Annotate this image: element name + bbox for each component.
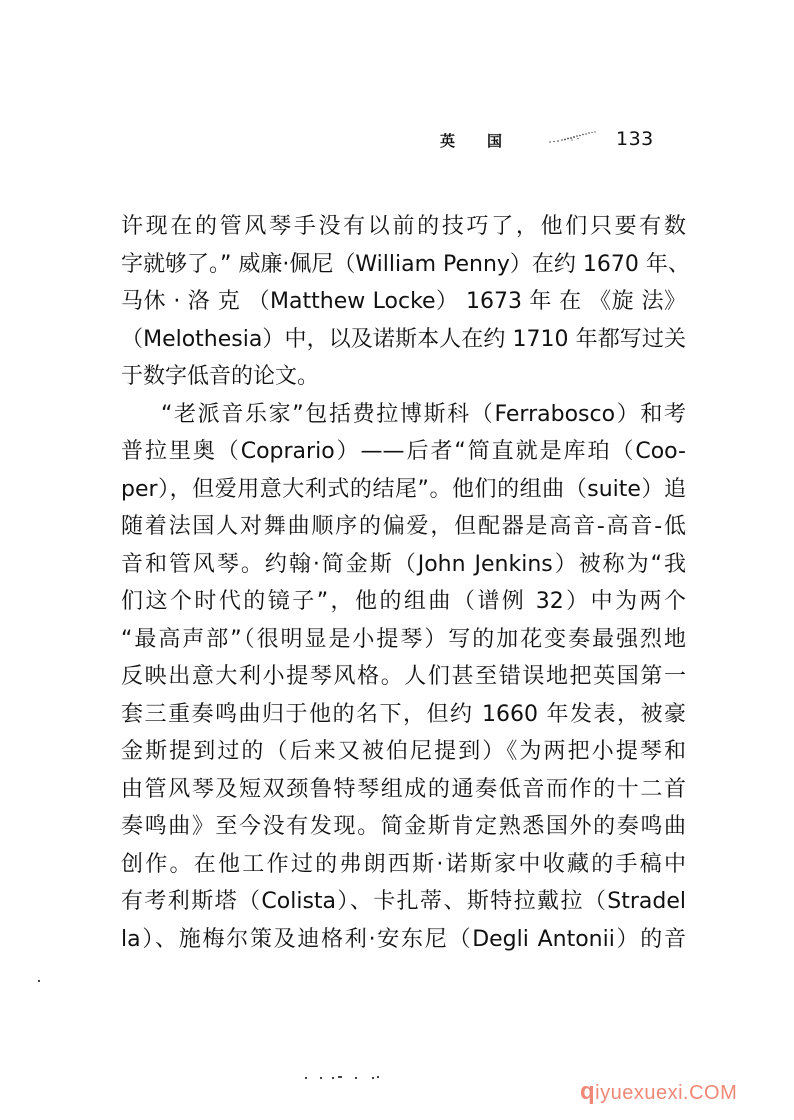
text-line: 套三重奏鸣曲归于他的名下，但约 1660 年发表，被豪 bbox=[121, 701, 686, 727]
text-line: （Melothesia）中，以及诺斯本人在约 1710 年都写过关 bbox=[121, 326, 686, 352]
text-line: “老派音乐家”包括费拉博斯科（Ferrabosco）和考 bbox=[161, 401, 686, 427]
text-line: 随着法国人对舞曲顺序的偏爱，但配器是高音-高音-低 bbox=[121, 514, 686, 539]
text-line: 字就够了。” 威廉·佩尼（William Penny）在约 1670 年、 bbox=[121, 251, 690, 277]
text-line: 由管风琴及短双颈鲁特琴组成的通奏低音而作的十二首 bbox=[121, 776, 686, 802]
scan-specks-footer bbox=[300, 1075, 440, 1081]
site-watermark bbox=[580, 1078, 737, 1106]
paragraph-2 bbox=[121, 396, 686, 959]
scan-speck bbox=[38, 980, 40, 982]
text-line: 音和管风琴。约翰·简金斯（John Jenkins）被称为“我 bbox=[121, 551, 686, 577]
running-head bbox=[440, 128, 680, 156]
text-line: 马休 · 洛 克 （Matthew Locke） 1673 年 在 《旋 法》 bbox=[121, 289, 686, 314]
running-head-title-char-1: 英 bbox=[440, 132, 456, 150]
text-line: 创作。在他工作过的弗朗西斯·诺斯家中收藏的手稿中 bbox=[121, 851, 686, 877]
text-line: 普拉里奥（Coprario）——后者“简直就是库珀（Coo- bbox=[121, 439, 686, 464]
text-line: la）、施梅尔策及迪格利·安东尼（Degli Antonii）的音 bbox=[121, 926, 686, 952]
ornament-flourish-icon bbox=[548, 130, 598, 144]
text-line: per），但爱用意大利式的结尾”。他们的组曲（suite）追 bbox=[121, 476, 686, 502]
text-line: 反映出意大利小提琴风格。人们甚至错误地把英国第一 bbox=[121, 664, 686, 689]
text-line: “最高声部”（很明显是小提琴）写的加花变奏最强烈地 bbox=[121, 626, 686, 652]
text-line: 金斯提到过的（后来又被伯尼提到）《为两把小提琴和 bbox=[121, 739, 686, 764]
page-number: 133 bbox=[616, 128, 654, 150]
text-line: 们这个时代的镜子”，他的组曲（谱例 32）中为两个 bbox=[121, 589, 686, 614]
watermark-text: iyuexuexi.COM bbox=[595, 1082, 738, 1104]
watermark-q: q bbox=[580, 1078, 596, 1105]
text-line: 于数字低音的论文。 bbox=[121, 364, 320, 389]
text-line: 许现在的管风琴手没有以前的技巧了，他们只要有数 bbox=[121, 214, 686, 239]
paragraph-1 bbox=[121, 208, 690, 396]
text-line: 有考利斯塔（Colista）、卡扎蒂、斯特拉戴拉（Stradel bbox=[121, 889, 686, 914]
text-line: 奏鸣曲》至今没有发现。简金斯肯定熟悉国外的奏鸣曲 bbox=[121, 814, 686, 839]
body-text bbox=[121, 208, 690, 958]
running-head-title-char-2: 国 bbox=[487, 132, 503, 150]
